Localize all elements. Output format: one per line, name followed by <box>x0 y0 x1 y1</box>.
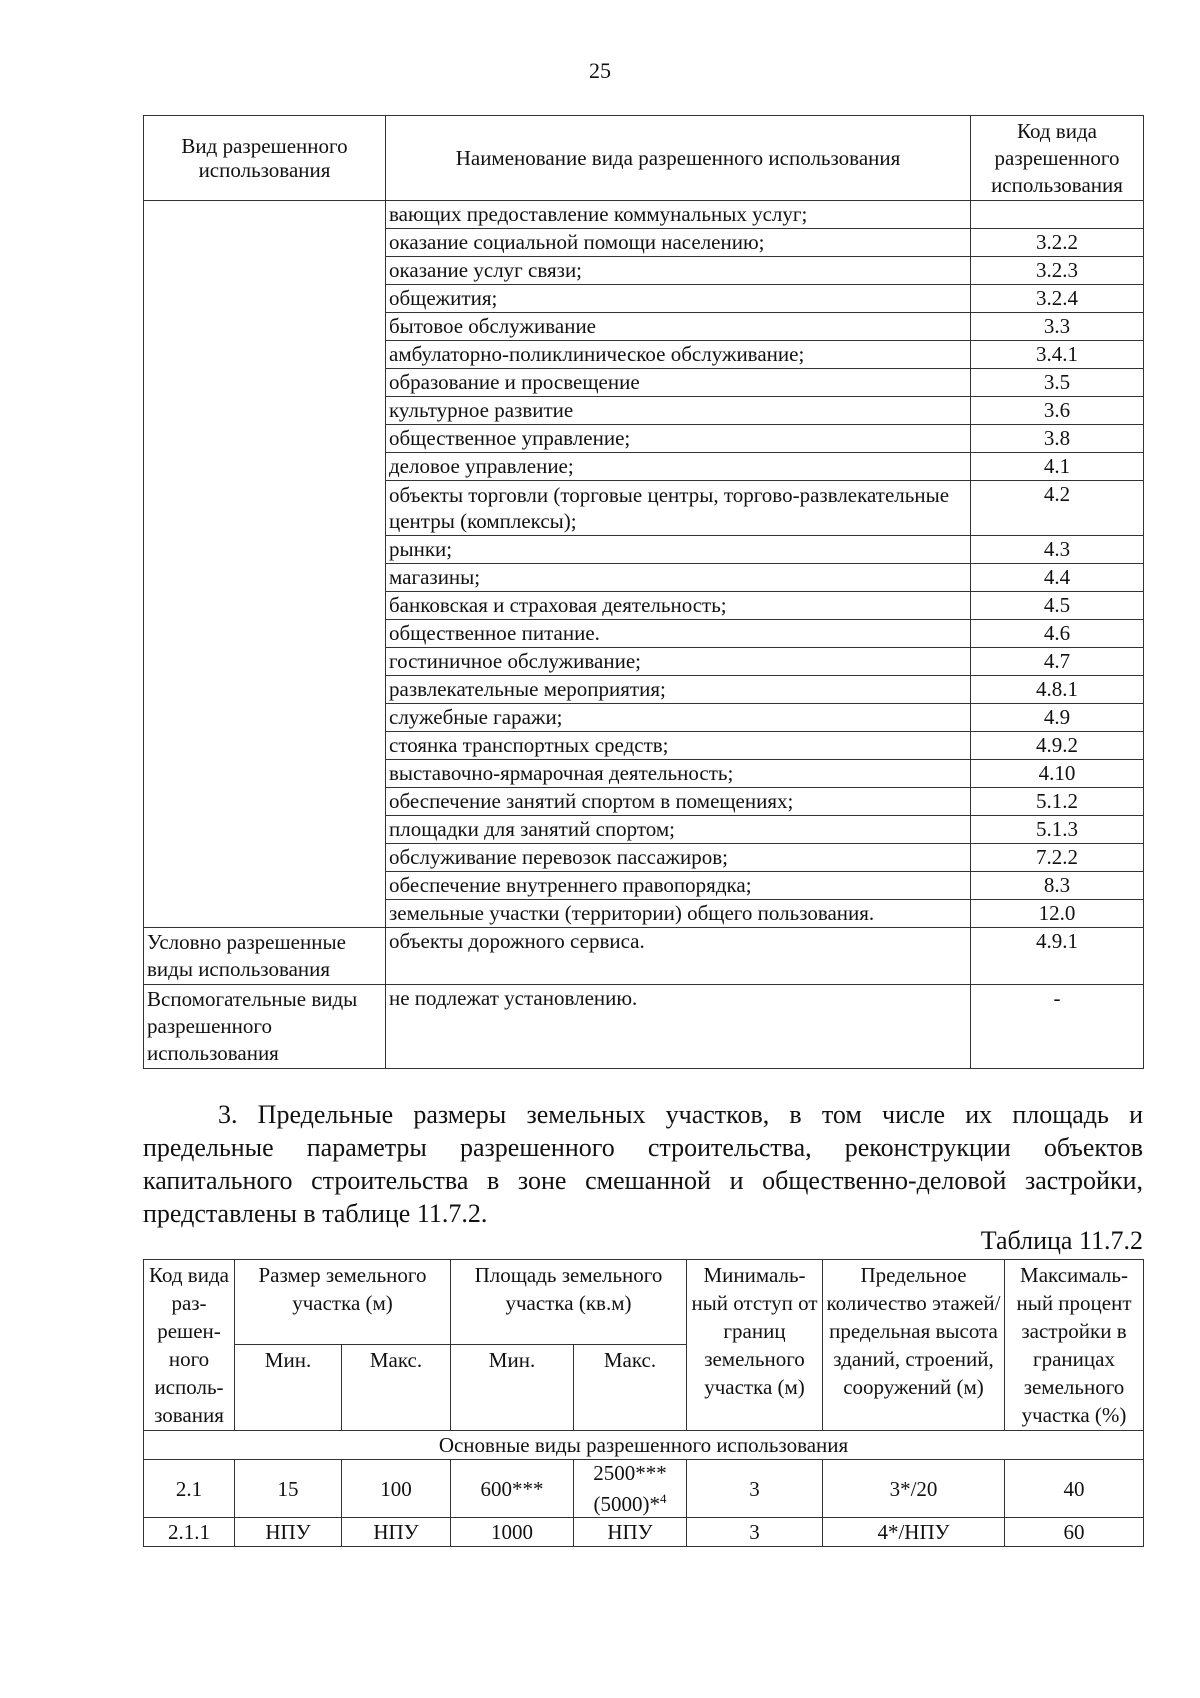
header-code: Код вида раз-решен-ного исполь-зования <box>144 1260 235 1431</box>
header-category: Вид разрешенного использования <box>144 116 386 201</box>
use-name: банковская и страховая деятельность; <box>386 592 971 620</box>
row-coverage: 40 <box>1005 1460 1144 1518</box>
use-name: объекты торговли (торговые центры, торгово-развлекательные центры (комплексы); <box>386 481 971 536</box>
use-code: 4.4 <box>971 564 1144 592</box>
use-code: 3.3 <box>971 313 1144 341</box>
row-setback: 3 <box>687 1460 823 1518</box>
use-code: 3.8 <box>971 425 1144 453</box>
use-name: бытовое обслуживание <box>386 313 971 341</box>
auxiliary-use-name: не подлежат установлению. <box>386 985 971 1069</box>
page-number: 25 <box>589 58 611 83</box>
section-row <box>144 1431 1144 1460</box>
use-code: 3.2.4 <box>971 285 1144 313</box>
use-code: 4.5 <box>971 592 1144 620</box>
use-code: 4.7 <box>971 648 1144 676</box>
use-name: обеспечение занятий спортом в помещениях; <box>386 788 971 816</box>
use-name: выставочно-ярмарочная деятельность; <box>386 760 971 788</box>
use-code: 4.8.1 <box>971 676 1144 704</box>
header-area-min: Мин. <box>451 1345 574 1431</box>
row-area-max <box>574 1460 687 1518</box>
auxiliary-category: Вспомогательные виды разрешенного использования <box>144 985 386 1069</box>
header-plot-size: Размер земельного участка (м) <box>235 1260 451 1345</box>
use-code: 4.10 <box>971 760 1144 788</box>
use-code: 4.9 <box>971 704 1144 732</box>
use-name: общественное питание. <box>386 620 971 648</box>
row-area-max-bottom-wrap <box>576 1486 684 1517</box>
header-use-name: Наименование вида разрешенного использования <box>386 116 971 201</box>
use-code: 8.3 <box>971 872 1144 900</box>
row-floors: 3*/20 <box>823 1460 1005 1518</box>
header-coverage: Максималь-ный процент застройки в границах земельного участка (%) <box>1005 1260 1144 1431</box>
use-code: 3.4.1 <box>971 341 1144 369</box>
auxiliary-use-code: - <box>971 985 1144 1069</box>
list-item <box>144 201 1144 229</box>
use-name: оказание социальной помощи населению; <box>386 229 971 257</box>
row-area-min: 600*** <box>451 1460 574 1518</box>
header-floors-height: Предельное количество этажей/ предельная высота зданий, строений, сооружений (м) <box>823 1260 1005 1431</box>
row-size-min: НПУ <box>235 1518 342 1547</box>
use-code <box>971 201 1144 229</box>
use-name: стоянка транспортных средств; <box>386 732 971 760</box>
row-area-max-top: 2500*** <box>593 1461 667 1485</box>
use-code: 7.2.2 <box>971 844 1144 872</box>
uses-table-header-row <box>144 116 1144 201</box>
row-code: 2.1.1 <box>144 1518 235 1547</box>
row-area-min: 1000 <box>451 1518 574 1547</box>
conditional-use-code: 4.9.1 <box>971 928 1144 985</box>
use-code: 4.2 <box>971 481 1144 536</box>
use-name: рынки; <box>386 536 971 564</box>
use-name: общежития; <box>386 285 971 313</box>
row-size-max: НПУ <box>342 1518 451 1547</box>
use-name: образование и просвещение <box>386 369 971 397</box>
use-code: 4.6 <box>971 620 1144 648</box>
table-caption: Таблица 11.7.2 <box>980 1226 1143 1255</box>
conditional-row <box>144 928 1144 985</box>
header-use-code: Код вида разрешенного использования <box>971 116 1144 201</box>
use-code: 12.0 <box>971 900 1144 928</box>
main-uses-category <box>144 201 386 928</box>
permitted-uses-table <box>143 115 1144 1069</box>
row-code: 2.1 <box>144 1460 235 1518</box>
row-area-max-footnote: 4 <box>660 1491 667 1506</box>
params-header-row-1 <box>144 1260 1144 1345</box>
section-title: Основные виды разрешенного использования <box>144 1431 1144 1460</box>
use-name: вающих предоставление коммунальных услуг; <box>386 201 971 229</box>
use-name: развлекательные мероприятия; <box>386 676 971 704</box>
use-code: 5.1.2 <box>971 788 1144 816</box>
use-name: обеспечение внутреннего правопорядка; <box>386 872 971 900</box>
use-name: площадки для занятий спортом; <box>386 816 971 844</box>
use-name: оказание услуг связи; <box>386 257 971 285</box>
use-name: земельные участки (территории) общего пользования. <box>386 900 971 928</box>
header-area-max: Макс. <box>574 1345 687 1431</box>
use-name: культурное развитие <box>386 397 971 425</box>
section-paragraph: 3. Предельные размеры земельных участков, в том числе их площадь и предельные параметры разрешенного строительства, реконструкции объектов капитального строительства в зоне смешанной и общественно-деловой застройки, представлены в таблице 11.7.2. <box>143 1100 1143 1228</box>
use-name: деловое управление; <box>386 453 971 481</box>
use-code: 3.5 <box>971 369 1144 397</box>
row-size-min: 15 <box>235 1460 342 1518</box>
use-name: служебные гаражи; <box>386 704 971 732</box>
table-row <box>144 1518 1144 1547</box>
parameters-table <box>143 1259 1144 1547</box>
use-name: общественное управление; <box>386 425 971 453</box>
use-name: магазины; <box>386 564 971 592</box>
use-code: 3.2.3 <box>971 257 1144 285</box>
header-size-max: Макс. <box>342 1345 451 1431</box>
use-code: 4.1 <box>971 453 1144 481</box>
row-floors: 4*/НПУ <box>823 1518 1005 1547</box>
table-row <box>144 1460 1144 1518</box>
row-area-max-bottom: (5000)* <box>593 1492 660 1516</box>
row-size-max: 100 <box>342 1460 451 1518</box>
use-code: 4.3 <box>971 536 1144 564</box>
auxiliary-row <box>144 985 1144 1069</box>
row-area-max: НПУ <box>574 1518 687 1547</box>
conditional-category: Условно разрешенные виды использования <box>144 928 386 985</box>
use-name: амбулаторно-поликлиническое обслуживание; <box>386 341 971 369</box>
use-code: 3.2.2 <box>971 229 1144 257</box>
row-coverage: 60 <box>1005 1518 1144 1547</box>
header-plot-area: Площадь земельного участка (кв.м) <box>451 1260 687 1345</box>
header-min-setback: Минималь-ный отступ от границ земельного участка (м) <box>687 1260 823 1431</box>
conditional-use-name: объекты дорожного сервиса. <box>386 928 971 985</box>
use-name: обслуживание перевозок пассажиров; <box>386 844 971 872</box>
use-code: 3.6 <box>971 397 1144 425</box>
use-code: 4.9.2 <box>971 732 1144 760</box>
row-setback: 3 <box>687 1518 823 1547</box>
use-name: гостиничное обслуживание; <box>386 648 971 676</box>
header-size-min: Мин. <box>235 1345 342 1431</box>
use-code: 5.1.3 <box>971 816 1144 844</box>
